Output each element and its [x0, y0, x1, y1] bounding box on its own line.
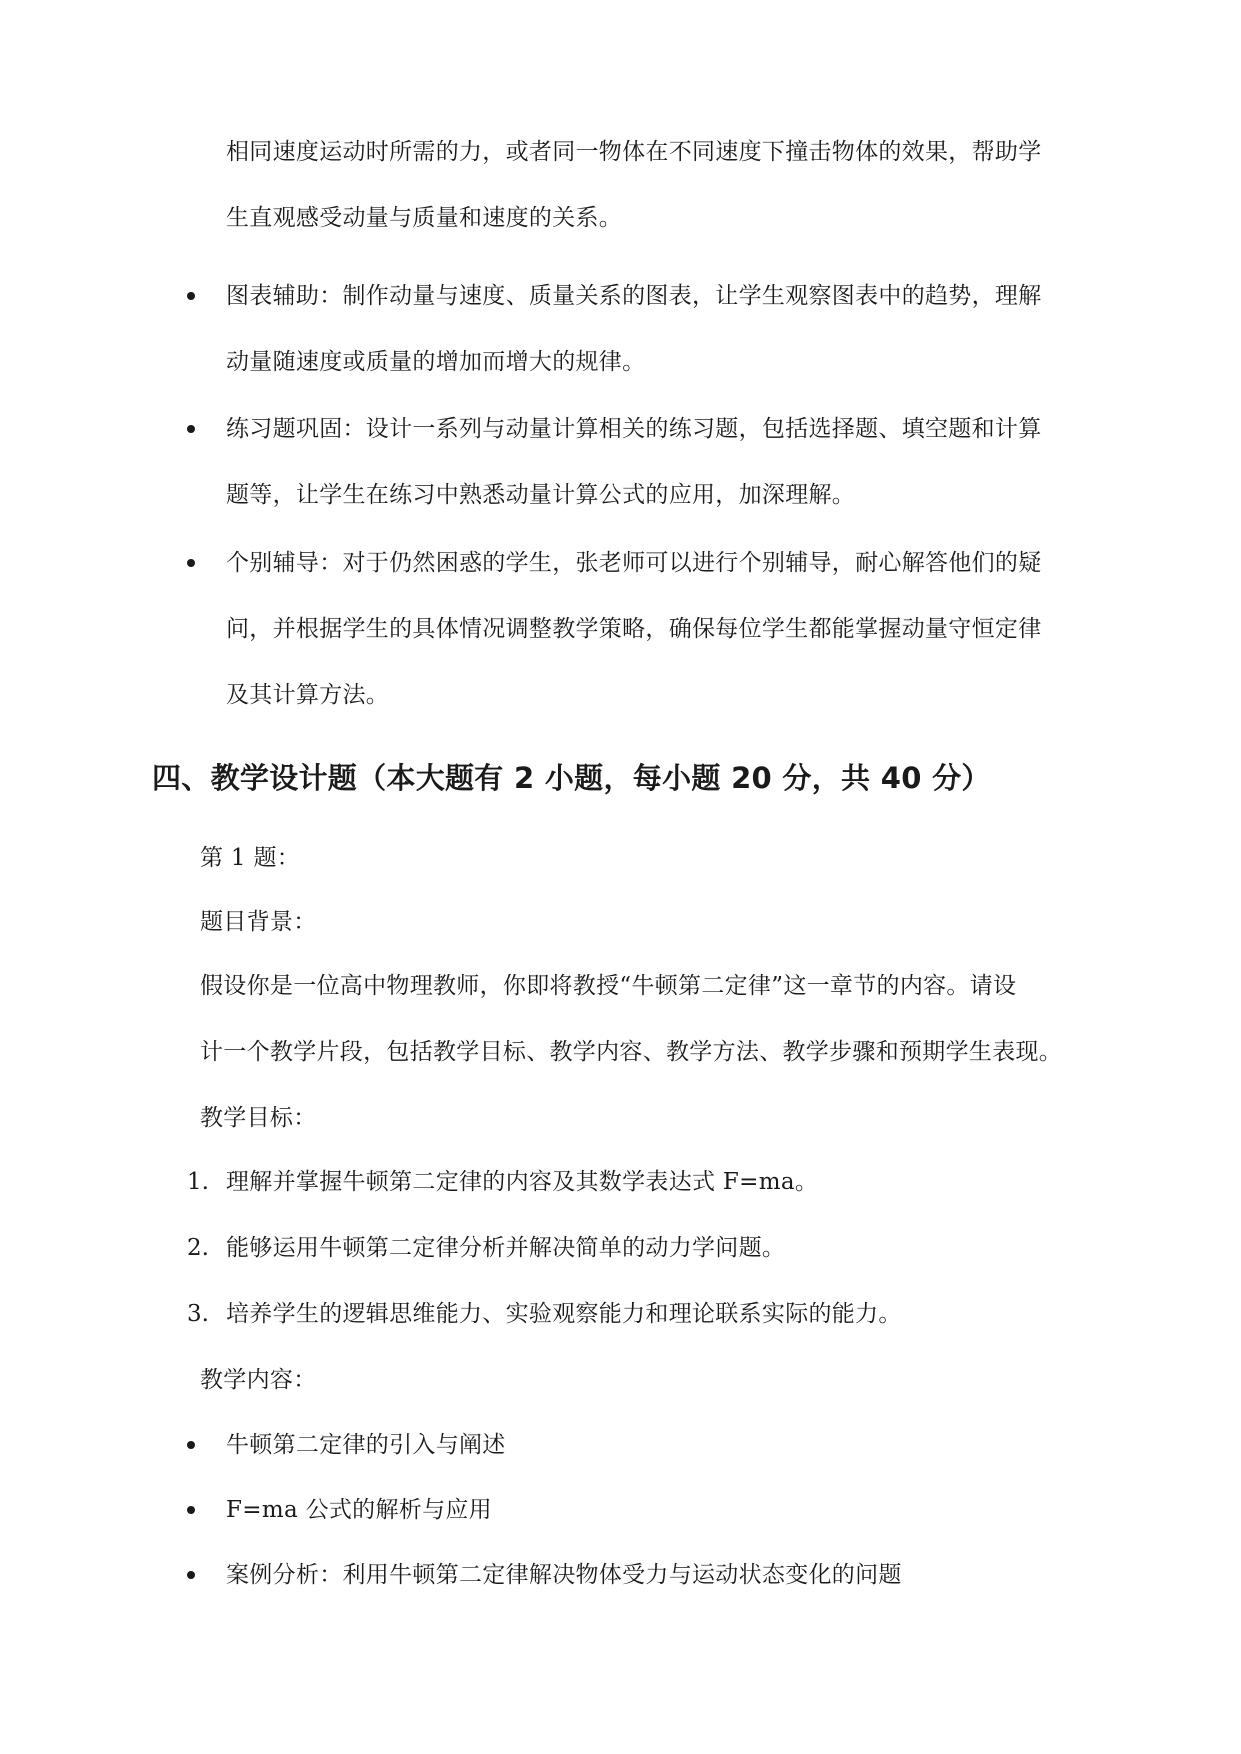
goal-item: 能够运用牛顿第二定律分析并解决简单的动力学问题。 — [226, 1235, 786, 1261]
paragraph-line: 相同速度运动时所需的力，或者同一物体在不同速度下撞击物体的效果，帮助学 — [226, 139, 1042, 165]
bullet-icon — [187, 559, 195, 567]
bullet-item-exercise-cont: 题等，让学生在练习中熟悉动量计算公式的应用，加深理解。 — [226, 482, 856, 508]
goal-number: 1. — [187, 1169, 209, 1195]
bullet-icon — [187, 425, 195, 433]
bullet-icon — [187, 1571, 195, 1579]
background-paragraph: 假设你是一位高中物理教师，你即将教授“牛顿第二定律”这一章节的内容。请设 — [200, 973, 1017, 999]
content-item: 牛顿第二定律的引入与阐述 — [226, 1432, 506, 1458]
bullet-item-chart-cont: 动量随速度或质量的增加而增大的规律。 — [226, 349, 646, 375]
background-label: 题目背景： — [200, 909, 317, 935]
content-label: 教学内容： — [200, 1367, 317, 1393]
question-label: 第 1 题： — [200, 845, 301, 871]
goal-item: 培养学生的逻辑思维能力、实验观察能力和理论联系实际的能力。 — [226, 1301, 902, 1327]
goal-number: 3. — [187, 1301, 209, 1327]
goal-item: 理解并掌握牛顿第二定律的内容及其数学表达式 F=ma。 — [226, 1169, 819, 1195]
bullet-item-tutor: 个别辅导：对于仍然困惑的学生，张老师可以进行个别辅导，耐心解答他们的疑 — [226, 550, 1042, 576]
bullet-item-chart: 图表辅助：制作动量与速度、质量关系的图表，让学生观察图表中的趋势，理解 — [226, 283, 1042, 309]
bullet-icon — [187, 292, 195, 300]
bullet-icon — [187, 1441, 195, 1449]
paragraph-line: 生直观感受动量与质量和速度的关系。 — [226, 205, 623, 231]
content-item: 案例分析：利用牛顿第二定律解决物体受力与运动状态变化的问题 — [226, 1562, 902, 1588]
bullet-item-tutor-cont: 及其计算方法。 — [226, 682, 390, 708]
bullet-icon — [187, 1506, 195, 1514]
content-item: F=ma 公式的解析与应用 — [226, 1497, 492, 1523]
background-paragraph-cont: 计一个教学片段，包括教学目标、教学内容、教学方法、教学步骤和预期学生表现。 — [200, 1039, 1063, 1065]
bullet-item-tutor-cont: 问，并根据学生的具体情况调整教学策略，确保每位学生都能掌握动量守恒定律 — [226, 616, 1042, 642]
section-heading: 四、教学设计题（本大题有 2 小题，每小题 20 分，共 40 分） — [152, 761, 991, 795]
goal-number: 2. — [187, 1235, 209, 1261]
goals-label: 教学目标： — [200, 1105, 317, 1131]
bullet-item-exercise: 练习题巩固：设计一系列与动量计算相关的练习题，包括选择题、填空题和计算 — [226, 416, 1042, 442]
